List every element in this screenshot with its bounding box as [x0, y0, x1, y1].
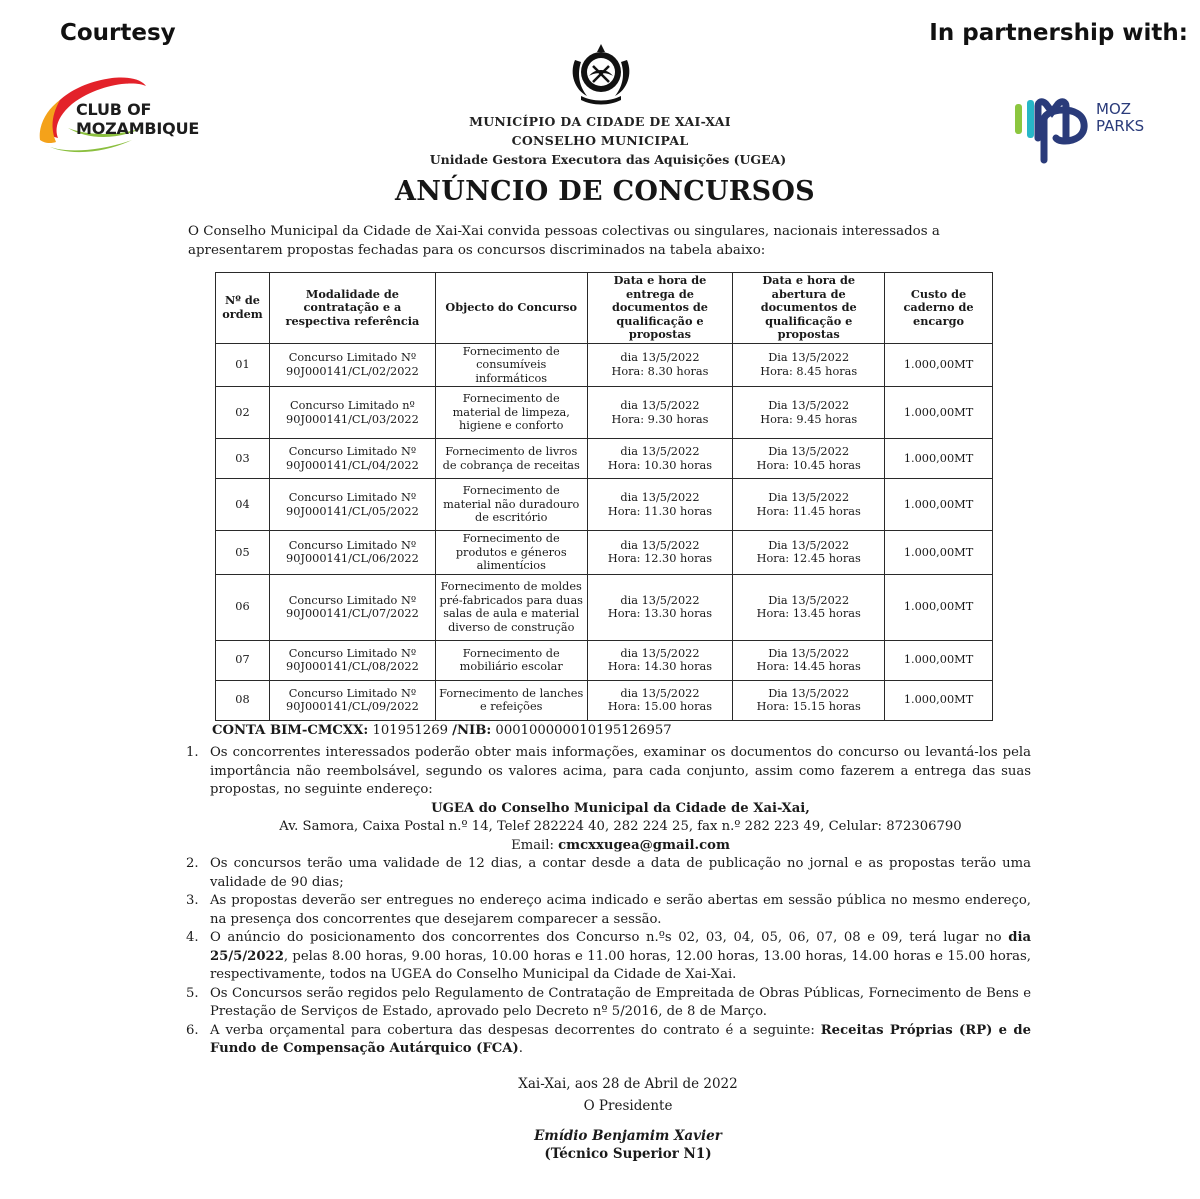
abertura-time: Hora: 15.15 horas [756, 700, 861, 713]
note-item [186, 929, 1031, 985]
cell-referencia [269, 479, 435, 531]
entrega-date: dia 13/5/2022 [620, 445, 700, 458]
note-text-b: , pelas 8.00 horas, 9.00 horas, 10.00 horas e 11.00 horas, 12.00 horas, 13.00 horas, 14.00 horas e 15.00 horas, respectivamente, todos na UGEA do Conselho Municipal da Cidade de Xai-Xai. [210, 948, 1031, 982]
cell-ordem: 07 [216, 640, 270, 680]
cell-custo: 1.000,00MT [885, 680, 993, 720]
note-item [186, 985, 1031, 1022]
address-email [186, 837, 1031, 856]
entrega-date: dia 13/5/2022 [620, 491, 700, 504]
note-number: 1. [186, 745, 199, 760]
note-number: 6. [186, 1022, 199, 1038]
entrega-time: Hora: 12.30 horas [607, 552, 713, 566]
cell-referencia [269, 574, 435, 640]
address-line2: Av. Samora, Caixa Postal n.º 14, Telef 282224 40, 282 224 25, fax n.º 282 223 49, Celular: 872306790 [279, 819, 962, 834]
table-header-row [216, 273, 993, 344]
signatory-title: O Presidente [583, 1098, 673, 1114]
table-row [216, 574, 993, 640]
bank-account-line [212, 723, 672, 738]
note-item [186, 1022, 1031, 1059]
col-header-entrega: Data e hora de entrega de documentos de qualificação e propostas [587, 273, 733, 344]
note-text: Os concorrentes interessados poderão obter mais informações, examinar os documentos do concurso ou levantá-los pela importância não reembolsável, segundo os valores acima, para cada conjunto, assim como fazerem a entrega das suas propostas, no seguinte endereço: [210, 745, 1031, 797]
cell-objecto: Fornecimento de moldes pré-fabricados para duas salas de aula e material diverso de construção [435, 574, 587, 640]
cell-entrega [587, 574, 733, 640]
cell-custo: 1.000,00MT [885, 343, 993, 387]
mozparks-line1: MOZ [1096, 100, 1132, 118]
ref-line1: Concurso Limitado Nº [288, 445, 417, 458]
cell-objecto: Fornecimento de mobiliário escolar [435, 640, 587, 680]
note-item [186, 892, 1031, 929]
ref-line2: 90J000141/CL/09/2022 [286, 700, 419, 713]
cell-entrega [587, 479, 733, 531]
cell-custo: 1.000,00MT [885, 531, 993, 575]
cell-entrega [587, 439, 733, 479]
club-logo-line1: CLUB OF [76, 100, 152, 119]
cell-custo: 1.000,00MT [885, 479, 993, 531]
table-row [216, 531, 993, 575]
abertura-date: Dia 13/5/2022 [768, 646, 850, 660]
entrega-date: dia 13/5/2022 [620, 538, 700, 552]
abertura-time: Hora: 12.45 horas [756, 552, 861, 566]
note-text-a: O anúncio do posicionamento dos concorrentes dos Concurso n.ºs 02, 03, 04, 05, 06, 07, 08 e 09, terá lugar no [210, 930, 1009, 945]
abertura-time: Hora: 10.45 horas [756, 458, 861, 472]
conta-label: CONTA BIM-CMCXX: [212, 723, 369, 738]
notes-list [186, 744, 1031, 1059]
abertura-time: Hora: 9.45 horas [760, 412, 858, 426]
cell-entrega [587, 531, 733, 575]
note-text: Os Concursos serão regidos pelo Regulamento de Contratação de Empreitada de Obras Públicas, Fornecimento de Bens e Prestação de Serviços de Estado, aprovado pelo Decreto nº 5/2016, de 8 de Março. [210, 985, 1031, 1019]
entrega-time: Hora: 11.30 horas [607, 504, 713, 518]
note-text [210, 929, 1031, 985]
entrega-time: Hora: 13.30 horas [607, 607, 713, 620]
entrega-time: Hora: 9.30 horas [611, 412, 709, 426]
col-header-custo: Custo de caderno de encargo [885, 273, 993, 344]
ref-line1: Concurso Limitado Nº [288, 646, 417, 660]
cell-referencia [269, 439, 435, 479]
table-row [216, 387, 993, 439]
ref-line2: 90J000141/CL/03/2022 [286, 412, 419, 426]
cell-objecto: Fornecimento de consumíveis informáticos [435, 343, 587, 387]
entrega-time: Hora: 15.00 horas [607, 700, 713, 713]
abertura-date: Dia 13/5/2022 [768, 593, 850, 607]
abertura-date: Dia 13/5/2022 [768, 686, 850, 700]
ref-line1: Concurso Limitado nº [289, 399, 415, 412]
signatory-name: Emídio Benjamim Xavier [534, 1128, 722, 1144]
nib-label: /NIB: [452, 723, 492, 738]
ref-line2: 90J000141/CL/04/2022 [286, 458, 419, 472]
cell-abertura [733, 574, 885, 640]
abertura-time: Hora: 8.45 horas [760, 364, 858, 378]
note-date: dia 25/5/2022 [210, 930, 1031, 964]
note-text-a: A verba orçamental para cobertura das despesas decorrentes do contrato é a seguinte: [210, 1022, 821, 1038]
cell-objecto: Fornecimento de livros de cobrança de receitas [435, 439, 587, 479]
col-header-ordem: Nº de ordem [216, 273, 270, 344]
cell-ordem: 03 [216, 439, 270, 479]
page-title: ANÚNCIO DE CONCURSOS [395, 176, 815, 207]
ref-line2: 90J000141/CL/08/2022 [286, 660, 419, 673]
note-number: 3. [186, 893, 199, 908]
email-address: cmcxxugea@gmail.com [558, 837, 730, 853]
org-municipality: MUNICÍPIO DA CIDADE DE XAI-XAI [469, 114, 731, 129]
cell-custo: 1.000,00MT [885, 439, 993, 479]
intro-paragraph: O Conselho Municipal da Cidade de Xai-Xai convida pessoas colectivas ou singulares, nacionais interessados a apresentarem propostas fechadas para os concursos discriminados na tabela abaixo: [188, 224, 940, 258]
conta-number: 101951269 [368, 723, 453, 738]
note-number: 2. [186, 856, 199, 871]
cell-objecto: Fornecimento de material não duradouro de escritório [435, 479, 587, 531]
ref-line1: Concurso Limitado Nº [288, 491, 417, 504]
cell-referencia [269, 640, 435, 680]
cell-ordem: 04 [216, 479, 270, 531]
cell-abertura [733, 680, 885, 720]
abertura-date: Dia 13/5/2022 [768, 538, 850, 552]
cell-ordem: 06 [216, 574, 270, 640]
table-row [216, 439, 993, 479]
cell-abertura [733, 343, 885, 387]
table-row [216, 479, 993, 531]
abertura-time: Hora: 13.45 horas [756, 607, 861, 620]
entrega-time: Hora: 8.30 horas [611, 364, 709, 378]
cell-entrega [587, 387, 733, 439]
cell-referencia [269, 680, 435, 720]
note-text: As propostas deverão ser entregues no endereço acima indicado e serão abertas em sessão pública no mesmo endereço, na presença dos concorrentes que desejarem comparecer a sessão. [210, 893, 1031, 927]
cell-abertura [733, 387, 885, 439]
note-item [186, 855, 1031, 892]
abertura-date: Dia 13/5/2022 [768, 445, 850, 458]
cell-referencia [269, 387, 435, 439]
entrega-date: dia 13/5/2022 [620, 593, 700, 607]
note-text-c: . [518, 1041, 523, 1056]
cell-referencia [269, 531, 435, 575]
table-row [216, 640, 993, 680]
signatory-role: (Técnico Superior N1) [544, 1146, 712, 1162]
ref-line2: 90J000141/CL/05/2022 [286, 504, 419, 518]
tenders-table [215, 272, 993, 721]
cell-custo: 1.000,00MT [885, 574, 993, 640]
cell-referencia [269, 343, 435, 387]
col-header-abertura: Data e hora de abertura de documentos de qualificação e propostas [733, 273, 885, 344]
note-number: 4. [186, 930, 199, 945]
org-council: CONSELHO MUNICIPAL [511, 133, 689, 148]
abertura-time: Hora: 14.45 horas [756, 660, 861, 673]
courtesy-label: Courtesy [60, 20, 176, 46]
entrega-time: Hora: 14.30 horas [607, 660, 713, 673]
place-date: Xai-Xai, aos 28 de Abril de 2022 [518, 1076, 738, 1092]
cell-entrega [587, 343, 733, 387]
email-label: Email: [511, 837, 559, 853]
abertura-date: Dia 13/5/2022 [768, 399, 850, 412]
entrega-date: dia 13/5/2022 [620, 646, 700, 660]
col-header-objecto: Objecto do Concurso [435, 273, 587, 344]
cell-abertura [733, 479, 885, 531]
cell-abertura [733, 531, 885, 575]
ref-line1: Concurso Limitado Nº [288, 351, 417, 365]
col-header-modalidade: Modalidade de contratação e a respectiva referência [269, 273, 435, 344]
club-logo-line2: MOZAMBIQUE [76, 119, 200, 138]
note-text [210, 1022, 1031, 1059]
cell-abertura [733, 439, 885, 479]
entrega-date: dia 13/5/2022 [620, 686, 700, 700]
address-line1: UGEA do Conselho Municipal da Cidade de Xai-Xai, [431, 800, 810, 816]
ref-line2: 90J000141/CL/06/2022 [286, 552, 419, 566]
cell-ordem: 08 [216, 680, 270, 720]
abertura-time: Hora: 11.45 horas [756, 504, 861, 518]
note-funding: Receitas Próprias (RP) e de Fundo de Compensação Autárquico (FCA) [210, 1022, 1031, 1056]
cell-ordem: 05 [216, 531, 270, 575]
note-text: Os concursos terão uma validade de 12 dias, a contar desde a data de publicação no jornal e as propostas terão uma validade de 90 dias; [210, 856, 1031, 890]
note-item [186, 744, 1031, 800]
abertura-date: Dia 13/5/2022 [768, 491, 850, 504]
table-row [216, 343, 993, 387]
entrega-date: dia 13/5/2022 [620, 399, 700, 412]
ref-line1: Concurso Limitado Nº [288, 686, 417, 700]
ref-line1: Concurso Limitado Nº [288, 538, 417, 552]
table-row [216, 680, 993, 720]
org-ugea: Unidade Gestora Executora das Aquisições (UGEA) [429, 152, 787, 167]
cell-custo: 1.000,00MT [885, 387, 993, 439]
mozambique-emblem-icon [565, 40, 637, 106]
entrega-time: Hora: 10.30 horas [607, 458, 713, 472]
mozparks-line2: PARKS [1096, 117, 1145, 135]
ref-line2: 90J000141/CL/02/2022 [286, 364, 419, 378]
note-number: 5. [186, 985, 199, 1001]
cell-entrega [587, 680, 733, 720]
cell-ordem: 01 [216, 343, 270, 387]
cell-objecto: Fornecimento de produtos e géneros alimentícios [435, 531, 587, 575]
cell-entrega [587, 640, 733, 680]
ref-line1: Concurso Limitado Nº [288, 593, 417, 607]
nib-number: 000100000010195126957 [491, 723, 672, 738]
ref-line2: 90J000141/CL/07/2022 [286, 607, 419, 620]
entrega-date: dia 13/5/2022 [620, 351, 700, 365]
cell-objecto: Fornecimento de lanches e refeições [435, 680, 587, 720]
partnership-label: In partnership with: [929, 20, 1188, 46]
cell-objecto: Fornecimento de material de limpeza, higiene e conforto [435, 387, 587, 439]
abertura-date: Dia 13/5/2022 [768, 351, 850, 365]
cell-custo: 1.000,00MT [885, 640, 993, 680]
cell-ordem: 02 [216, 387, 270, 439]
cell-abertura [733, 640, 885, 680]
